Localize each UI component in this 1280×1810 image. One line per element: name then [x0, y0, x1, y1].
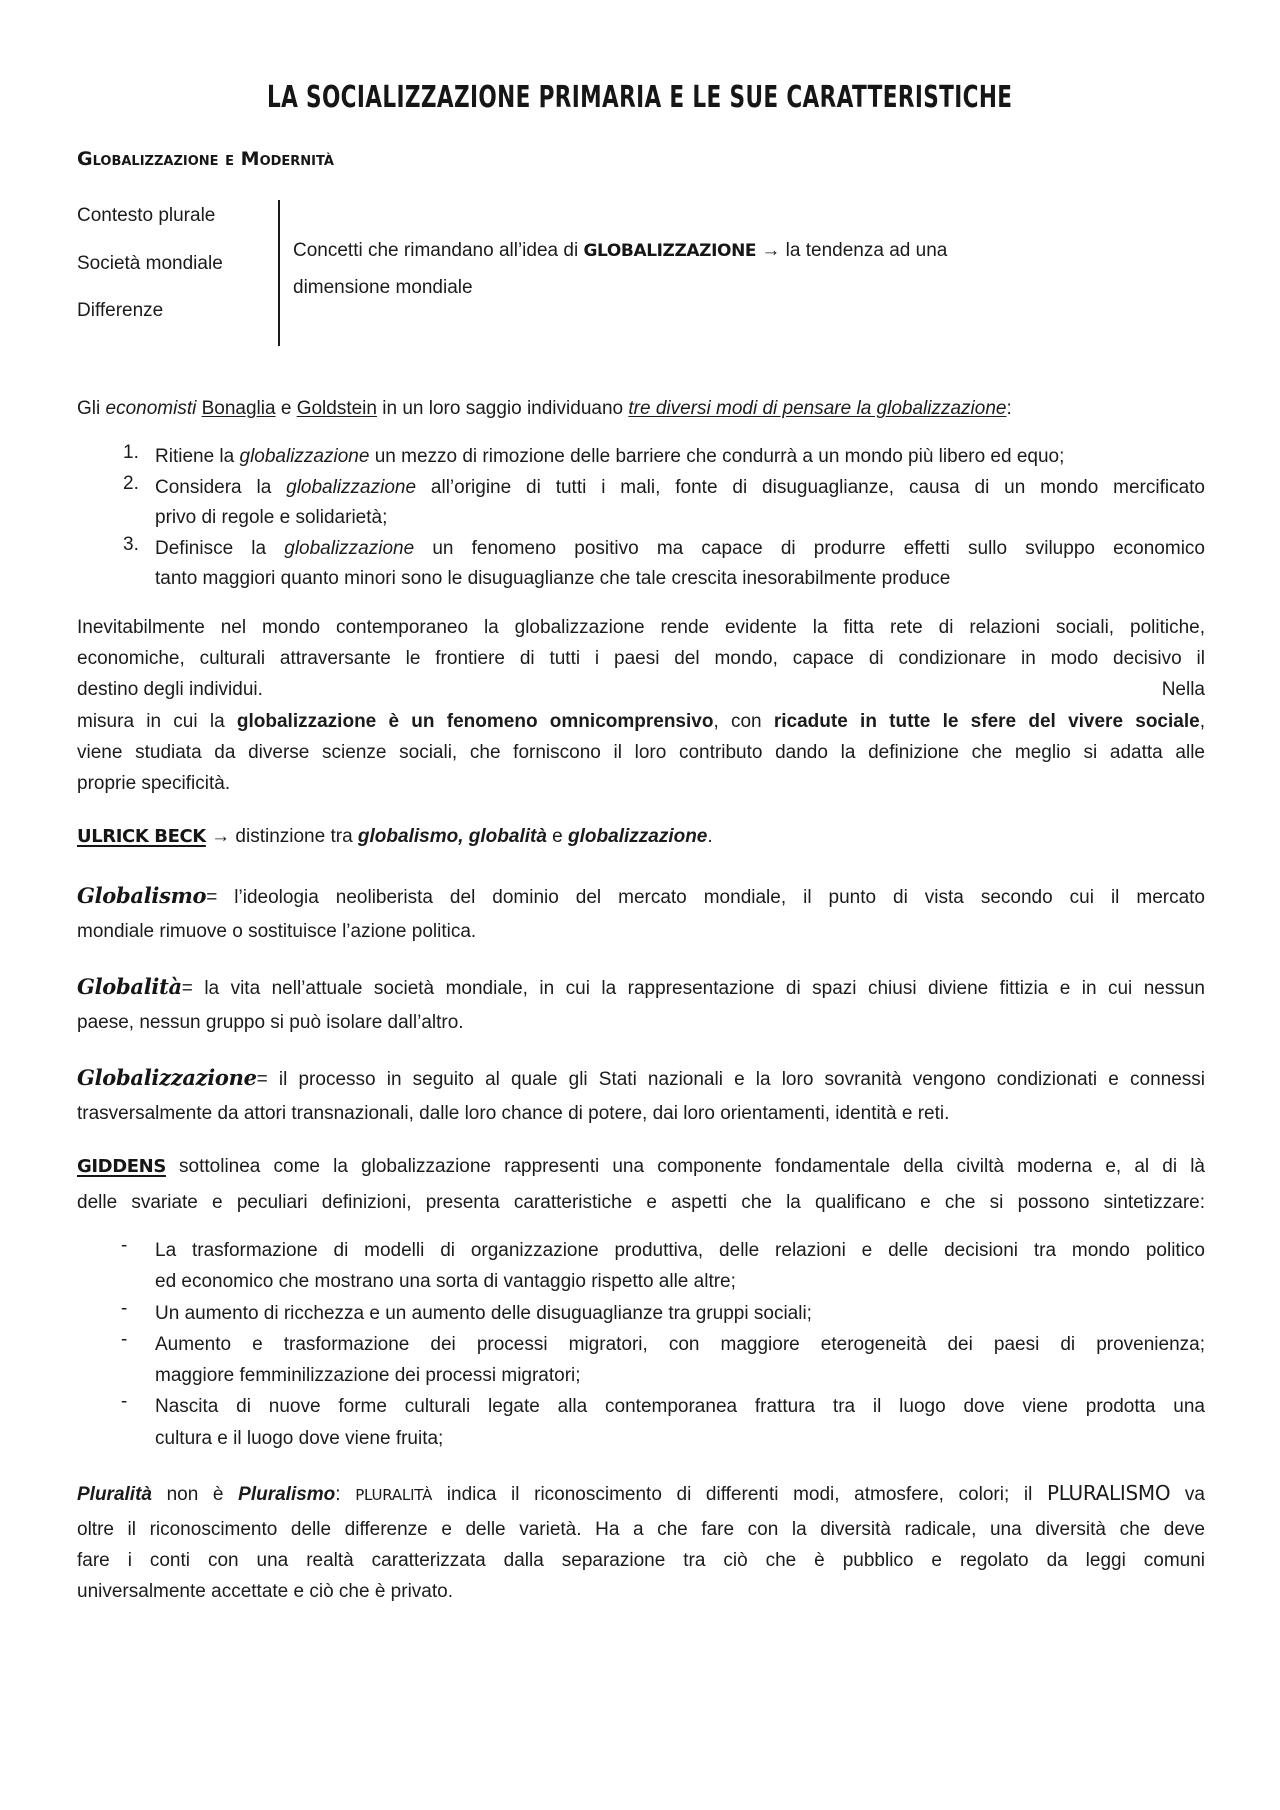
definition-text: = la vita nell’attuale società mondiale, in cui la rappresentazione di spazi chiusi diviene fittizia e in cui nessun: [181, 978, 1205, 999]
list-item-2: [77, 473, 1205, 534]
plurality-text: indica il riconoscimento di differenti modi, atmosfere, colori; il: [432, 1484, 1047, 1505]
paragraph-emphasis: globalizzazione è un fenomeno omnicomprensivo: [236, 710, 714, 732]
page-title: LA SOCIALIZZAZIONE PRIMARIA E LE SUE CARATTERISTICHE: [267, 80, 1013, 115]
plurality-line: universalmente accettate e ciò che è privato.: [77, 1581, 453, 1602]
beck-term-globalizzazione: globalizzazione: [568, 826, 708, 847]
paragraph-line: viene studiata da diverse scienze sociali, che forniscono il loro contributo dando la definizione che meglio si adatta alle: [77, 741, 1205, 763]
definition-line: [77, 1060, 1205, 1096]
paragraph-emphasis: ricadute in tutte le sfere del vivere sociale: [773, 710, 1200, 732]
plurality-text: :: [335, 1484, 356, 1505]
beck-text: .: [707, 826, 713, 847]
term-pluralismo: Pluralismo: [238, 1484, 336, 1505]
bullet-marker: -: [121, 1235, 128, 1256]
bracket-divider: [278, 200, 280, 346]
concept-explanation: [293, 237, 1193, 311]
definition-text: = il processo in seguito al quale gli Stati nazionali e la loro sovranità vengono condizionati e connessi: [256, 1069, 1205, 1090]
paragraph-line: economiche, culturali attraversante le frontiere di tutti i paesi del mondo, capace di condizionare in modo decisivo il: [77, 648, 1205, 670]
list-keyword: globalizzazione: [286, 476, 417, 498]
beck-line: [77, 820, 1205, 854]
list-keyword: globalizzazione: [284, 537, 415, 559]
globalization-views-list: [77, 442, 1205, 595]
keyword-pluralismo: PLURALISMO: [1046, 1481, 1171, 1505]
list-item-3: [77, 534, 1205, 595]
bullet-line: cultura e il luogo dove viene fruita;: [155, 1427, 444, 1449]
concept-term-contesto-plurale: Contesto plurale: [77, 205, 216, 226]
section-heading: Globalizzazione e Modernità: [77, 148, 334, 170]
intro-text: :: [1006, 398, 1012, 419]
title-block: [0, 80, 1280, 120]
giddens-points-list: [77, 1235, 1205, 1454]
definition-line: paese, nessun gruppo si può isolare dall’altro.: [77, 1012, 464, 1033]
list-text: un fenomeno positivo ma capace di produrre effetti sullo sviluppo economico: [414, 537, 1205, 559]
definition-globalita: [77, 969, 1205, 1041]
author-giddens: GIDDENS: [77, 1156, 166, 1177]
author-bonaglia: Bonaglia: [201, 398, 276, 419]
list-keyword: globalizzazione: [239, 446, 370, 467]
definition-line: [77, 878, 1205, 914]
bullet-line: Un aumento di ricchezza e un aumento delle disuguaglianze tra gruppi sociali;: [155, 1302, 812, 1324]
giddens-line: [77, 1149, 1205, 1185]
contemporary-paragraph: [77, 612, 1205, 799]
list-text: un mezzo di rimozione delle barriere che condurrà a un mondo più libero ed equo;: [369, 446, 1065, 467]
giddens-section: [77, 1149, 1205, 1221]
definition-globalismo: [77, 878, 1205, 950]
paragraph-text: misura in cui la: [77, 710, 237, 732]
paragraph-line: [77, 706, 1205, 737]
bullet-item-3: [77, 1329, 1205, 1392]
list-item-line: [155, 442, 1205, 473]
list-number: 1.: [123, 442, 139, 463]
definition-text: = l’ideologia neoliberista del dominio del mercato mondiale, il punto di vista secondo cui il mercato: [206, 887, 1205, 908]
globalizzazione-keyword: GLOBALIZZAZIONE: [583, 241, 757, 261]
bullet-item-2: [77, 1298, 1205, 1329]
plurality-text: va: [1170, 1484, 1205, 1505]
plurality-line: [77, 1473, 1205, 1514]
beck-text: → distinzione tra: [205, 826, 358, 847]
list-item-line: privo di regole e solidarietà;: [155, 507, 388, 528]
concept-explanation-line-2: dimensione mondiale: [293, 277, 473, 298]
concept-term-differenze: Differenze: [77, 300, 164, 321]
plurality-line: oltre il riconoscimento delle differenze e delle varietà. Ha a che fare con la diversità radicale, una diversità che deve: [77, 1519, 1205, 1540]
bullet-marker: -: [121, 1328, 128, 1350]
list-text: Considera la: [155, 476, 287, 498]
definition-term: Globalismo: [77, 883, 207, 908]
definition-line: mondiale rimuove o sostituisce l’azione politica.: [77, 921, 477, 942]
plurality-paragraph: [77, 1473, 1205, 1607]
concept-text: Concetti che rimandano all’idea di: [293, 240, 584, 261]
list-text: Ritiene la: [155, 446, 240, 467]
economists-intro: [77, 395, 1205, 423]
bullet-line: Nascita di nuove forme culturali legate alla contemporanea frattura tra il luogo dove viene prodotta una: [155, 1396, 1205, 1418]
list-number: 3.: [123, 533, 139, 555]
bullet-line: maggiore femminilizzazione dei processi migratori;: [155, 1365, 581, 1387]
bullet-line: Aumento e trasformazione dei processi migratori, con maggiore eterogeneità dei paesi di provenienza;: [155, 1333, 1205, 1355]
giddens-text: sottolinea come la globalizzazione rappresenti una componente fondamentale della civiltà moderna e, al di là: [165, 1156, 1205, 1177]
bullet-line: La trasformazione di modelli di organizzazione produttiva, delle relazioni e delle decisioni tra mondo politico: [155, 1240, 1205, 1261]
author-ulrick-beck: ULRICK BECK: [77, 826, 206, 847]
beck-text: e: [546, 826, 569, 847]
giddens-line: delle svariate e peculiari definizioni, presenta caratteristiche e aspetti che la qualificano e che si possono sintetizzare:: [77, 1192, 1205, 1213]
term-pluralita: Pluralità: [77, 1484, 152, 1505]
paragraph-text: destino degli individui.: [77, 679, 263, 701]
list-item-line: tanto maggiori quanto minori sono le disuguaglianze che tale crescita inesorabilmente produce: [155, 568, 951, 589]
intro-three-ways: tre diversi modi di pensare la globalizzazione: [628, 398, 1007, 419]
list-item-line: [155, 534, 1205, 565]
list-text: Definisce la: [155, 537, 285, 559]
bullet-line: ed economico che mostrano una sorta di vantaggio rispetto alle altre;: [155, 1271, 736, 1293]
plurality-text: non è: [151, 1484, 239, 1505]
list-item-1: [77, 442, 1205, 473]
intro-text: e: [275, 398, 297, 419]
definition-line: trasversalmente da attori transnazionali, dalle loro chance di potere, dai loro orientamenti, identità e reti.: [77, 1103, 950, 1124]
bullet-marker: -: [121, 1391, 128, 1413]
author-goldstein: Goldstein: [296, 398, 377, 419]
intro-text: in un loro saggio individuano: [376, 398, 629, 419]
paragraph-line: [77, 674, 1205, 705]
list-text: all’origine di tutti i mali, fonte di disuguaglianze, causa di un mondo mercificato: [416, 476, 1205, 498]
intro-economisti: economisti: [105, 398, 197, 419]
bullet-marker: -: [121, 1297, 128, 1319]
paragraph-text: , con: [713, 710, 774, 732]
definition-globalizzazione: [77, 1060, 1205, 1132]
definition-term: Globalità: [77, 974, 182, 999]
beck-section: [77, 820, 1205, 854]
bullet-item-1: [77, 1235, 1205, 1298]
economists-intro-line: [77, 395, 1205, 423]
paragraph-line: Inevitabilmente nel mondo contemporaneo la globalizzazione rende evidente la fitta rete di relazioni sociali, politiche,: [77, 617, 1205, 638]
paragraph-line: proprie specificità.: [77, 772, 231, 794]
intro-text: Gli: [77, 398, 106, 419]
concept-text: → la tendenza ad una: [756, 240, 948, 261]
concept-term-societa-mondiale: Società mondiale: [77, 253, 223, 274]
concept-explanation-line-1: [293, 237, 1193, 274]
beck-term-globalita: globalità: [468, 826, 547, 847]
definition-line: [77, 969, 1205, 1005]
plurality-line: fare i conti con una realtà caratterizzata dalla separazione tra ciò che è pubblico e regolato da leggi comuni: [77, 1550, 1205, 1571]
definition-term: Globalizzazione: [77, 1065, 257, 1090]
beck-term-globalismo: globalismo,: [357, 826, 469, 847]
paragraph-text: Nella: [1161, 679, 1205, 701]
list-number: 2.: [123, 472, 139, 494]
list-item-line: [155, 473, 1205, 504]
keyword-pluralita: PLURALITÀ: [355, 1486, 433, 1504]
paragraph-text: ,: [1199, 710, 1205, 732]
bullet-item-4: [77, 1391, 1205, 1454]
